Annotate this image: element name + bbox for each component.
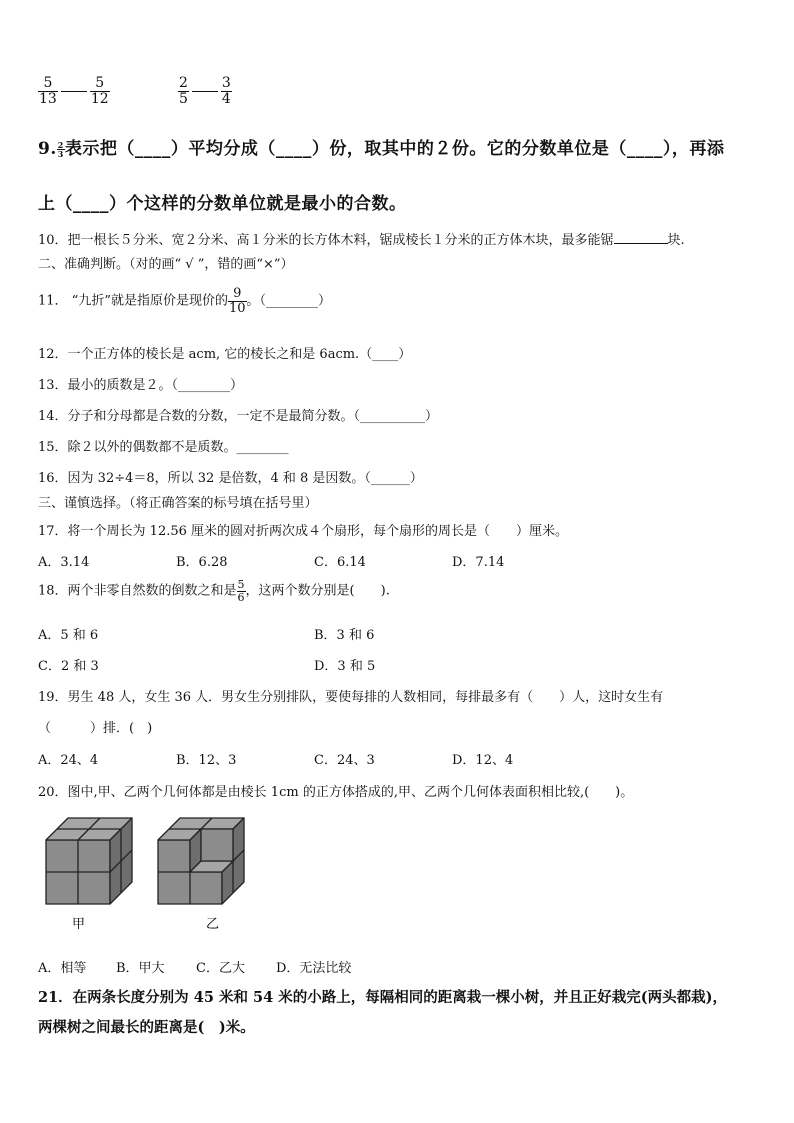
fraction-compare-2 xyxy=(178,76,232,106)
question-number: 9. xyxy=(38,139,57,159)
q17-option-a[interactable]: A．3.14 xyxy=(38,555,90,570)
fraction-compare-1 xyxy=(38,76,110,106)
question-21-line1: 21．在两条长度分别为 45 米和 54 米的小路上，每隔相同的距离栽一棵小树，并且正好栽完(两头都栽)， xyxy=(38,989,727,1006)
label-jia: 甲 xyxy=(72,917,86,932)
fraction-3-4: $\frac{3}{4}$ xyxy=(221,75,231,107)
q19-option-c[interactable]: C．24、3 xyxy=(314,753,375,768)
question-12: 12．一个正方体的棱长是 acm, 它的棱长之和是 6acm.（____） xyxy=(38,347,412,362)
solid-yi-figure xyxy=(158,818,244,904)
question-15: 15．除２以外的偶数都不是质数。________ xyxy=(38,440,289,455)
question-20: 20．图中,甲、乙两个几何体都是由棱长 1cm 的正方体搭成的,甲、乙两个几何体表面积相比较,( )。 xyxy=(38,785,634,800)
q20-option-b[interactable]: B．甲大 xyxy=(116,961,165,976)
q19-option-d[interactable]: D．12、4 xyxy=(452,753,514,768)
q20-option-a[interactable]: A．相等 xyxy=(38,961,87,976)
q19-option-a[interactable]: A．24、4 xyxy=(38,753,99,768)
question-10: 10．把一根长５分米、宽２分米、高１分米的长方体木料，锯成棱长１分米的正方体木块，最多能锯 块. xyxy=(38,229,685,248)
fraction-5-13: $\frac{5}{13}$ xyxy=(39,75,57,107)
question-16: 16．因为 32÷4＝8，所以 32 是倍数，4 和 8 是因数。（______） xyxy=(38,471,423,486)
fraction-5-6: $\frac{5}{6}$ xyxy=(237,578,245,604)
section-3-heading: 三、谨慎选择。（将正确答案的标号填在括号里） xyxy=(38,496,318,511)
question-17: 17．将一个周长为 12.56 厘米的圆对折两次成４个扇形，每个扇形的周长是（ ）厘米。 xyxy=(38,524,569,539)
answer-blank[interactable] xyxy=(614,230,668,244)
question-11: 11． “九折”就是指原价是现价的 $\frac{9}{10}$ 。（________） xyxy=(38,286,332,316)
fraction-2-5: $\frac{2}{5}$ xyxy=(179,75,188,107)
q18-option-b[interactable]: B．3 和 6 xyxy=(314,628,375,643)
question-21-line2: 两棵树之间最长的距离是( )米。 xyxy=(38,1019,255,1036)
q20-option-d[interactable]: D．无法比较 xyxy=(276,961,352,976)
solid-jia-figure xyxy=(46,818,132,904)
question-19-line2: （ ）排．( ) xyxy=(38,721,153,736)
question-9-text: 表示把（____）平均分成（____）份，取其中的２份。它的分数单位是（____），再添 xyxy=(64,139,725,159)
question-14: 14．分子和分母都是合数的分数，一定不是最简分数。（__________） xyxy=(38,409,439,424)
fraction-2-3: $\frac{2}{3}$ xyxy=(57,139,64,159)
q18-option-c[interactable]: C．2 和 3 xyxy=(38,659,99,674)
q18-option-a[interactable]: A．5 和 6 xyxy=(38,628,99,643)
q17-option-d[interactable]: D．7.14 xyxy=(452,555,505,570)
label-yi: 乙 xyxy=(206,917,220,932)
section-2-heading: 二、准确判断。（对的画“ √ ”，错的画“×”） xyxy=(38,257,294,272)
question-9-line1 xyxy=(38,134,724,159)
cube-solids-figure xyxy=(38,810,260,940)
fraction-9-10: $\frac{9}{10}$ xyxy=(228,286,246,316)
q17-option-c[interactable]: C．6.14 xyxy=(314,555,366,570)
compare-blank[interactable] xyxy=(61,91,87,92)
question-19-line1: 19．男生 48 人，女生 36 人．男女生分别排队，要使每排的人数相同，每排最多有（ ）人，这时女生有 xyxy=(38,690,664,705)
q17-option-b[interactable]: B．6.28 xyxy=(176,555,228,570)
compare-blank[interactable] xyxy=(192,91,218,92)
fraction-5-12: $\frac{5}{12}$ xyxy=(90,75,109,107)
question-13: 13．最小的质数是２。（________） xyxy=(38,378,244,393)
q19-option-b[interactable]: B．12、3 xyxy=(176,753,237,768)
q20-option-c[interactable]: C．乙大 xyxy=(196,961,245,976)
q18-option-d[interactable]: D．3 和 5 xyxy=(314,659,376,674)
question-9-line2: 上（____）个这样的分数单位就是最小的合数。 xyxy=(38,194,407,214)
question-18: 18．两个非零自然数的倒数之和是 $\frac{5}{6}$ ，这两个数分别是( ). xyxy=(38,578,390,604)
